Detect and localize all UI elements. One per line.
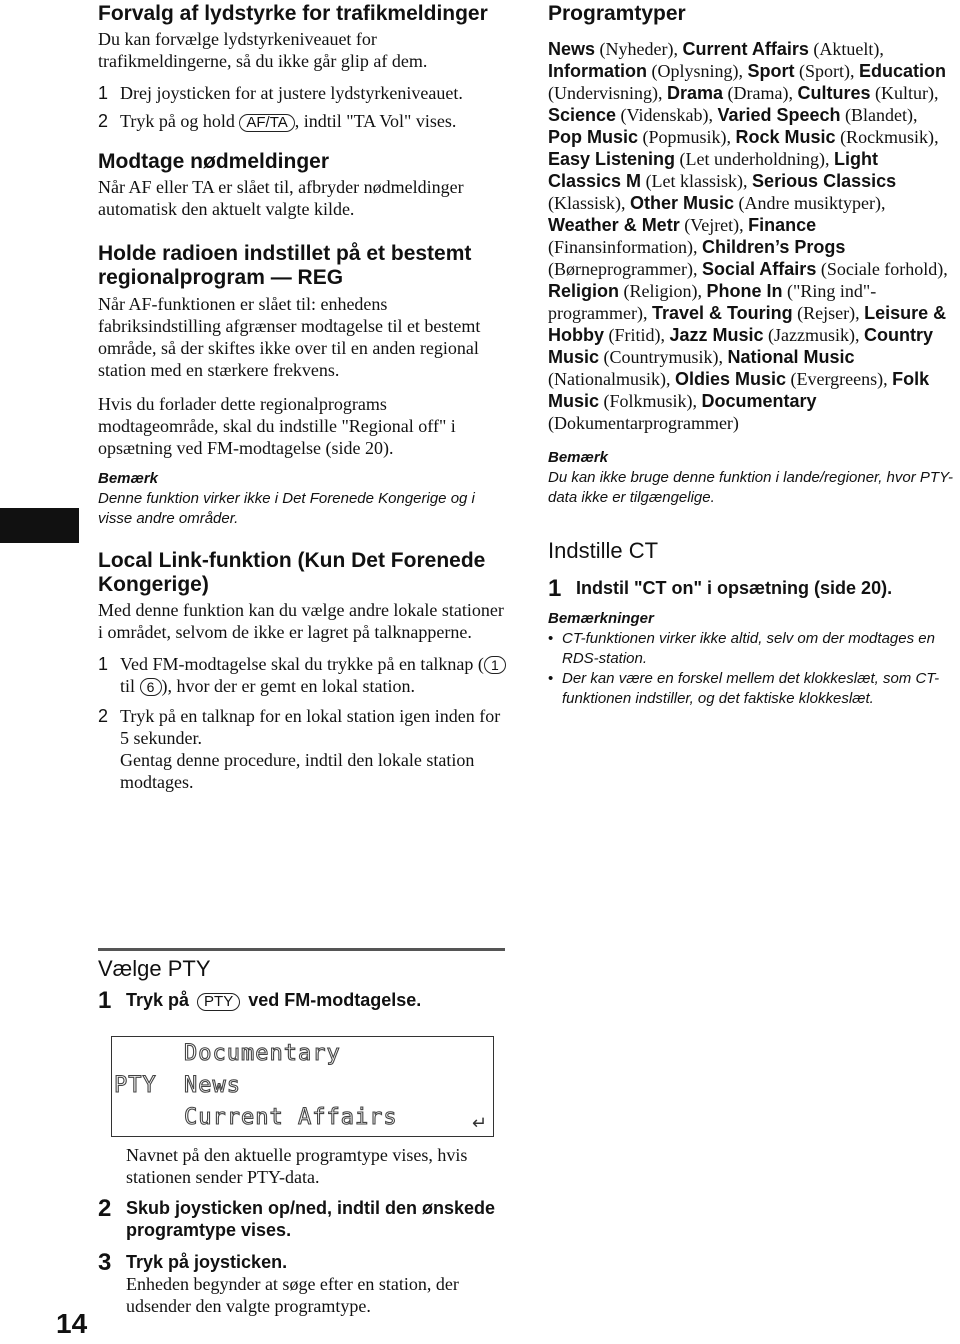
program-type-name: Documentary bbox=[701, 391, 817, 412]
program-type-translation: (Let underholdning) bbox=[679, 149, 826, 170]
section-local-link bbox=[98, 549, 508, 793]
program-type-translation: (Nyheder) bbox=[599, 39, 674, 60]
heading-indstille-ct: Indstille CT bbox=[548, 538, 659, 564]
step-1: 1 Indstil "CT on" i opsætning (side 20). bbox=[548, 575, 893, 603]
note-heading: Bemærk bbox=[98, 469, 159, 487]
program-type-translation: (Klassisk) bbox=[548, 193, 621, 214]
section-select-pty bbox=[98, 956, 508, 1015]
program-type-translation: (Popmusik) bbox=[642, 127, 727, 148]
step-2: 2 Tryk på en talknap for en lokal station igen inden for 5 sekunder. Gentag denne procedure, indtil den lokale station modtages. bbox=[98, 705, 501, 792]
program-type-name: Easy Listening bbox=[548, 149, 676, 170]
heading-regional: Holde radioen indstillet på et bestemt regionalprogram — REG bbox=[98, 242, 472, 290]
program-type-translation: (Blandet) bbox=[845, 105, 913, 126]
heading-programtyper: Programtyper bbox=[548, 2, 686, 25]
program-type-name: Phone In bbox=[706, 281, 783, 302]
af-ta-key: AF/TA bbox=[239, 114, 294, 132]
program-type-list: News (Nyheder), Current Affairs (Aktuelt), Information (Oplysning), Sport (Sport), Education (Undervisning), Drama (Drama), Cultures (Kultur), Science (Videnskab), Varied Speech (Blandet), Pop Music (Popmusik), Rock Music (Rockmusik), Easy Listening (Let underholdning), Light Classics M (Let klassisk), Serious Classics (Klassisk), Other Music (Andre musiktyper), Weather & Metr (Vejret), Finance (Finansinformation), Children’s Progs (Børneprogrammer), Social Affairs (Sociale forhold), Religion (Religion), Phone In ("Ring ind"-programmer), Travel & Touring (Rejser), Leisure & Hobby (Fritid), Jazz Music (Jazzmusik), Country Music (Countrymusik), National Music (Nationalmusik), Oldies Music (Evergreens), Folk Music (Folkmusik), Documentary (Dokumentarprogrammer) bbox=[548, 39, 948, 434]
program-type-translation: (Let klassisk) bbox=[645, 171, 744, 192]
paragraph: Hvis du forlader dette regionalprograms modtageområde, skal du indstille "Regional off" i opsætning ved FM-modtagelse (side 20). bbox=[98, 393, 456, 458]
note-bullet-1: • CT-funktionen virker ikke altid, selv om der modtages en RDS-station. bbox=[548, 629, 953, 669]
program-type-translation: (Nationalmusik) bbox=[548, 369, 666, 390]
program-type-name: Social Affairs bbox=[701, 259, 817, 280]
left-column bbox=[98, 0, 508, 793]
program-type-translation: (Rockmusik) bbox=[840, 127, 935, 148]
right-column bbox=[548, 0, 953, 709]
paragraph: Når AF-funktionen er slået til: enhedens fabriksindstilling afgrænser modtagelse til et bestemt område, så der skiftes ikke over til en anden regional station med en stærkere frekvens. bbox=[98, 293, 481, 380]
program-type-translation: (Videnskab) bbox=[620, 105, 709, 126]
program-type-name: Country Music bbox=[548, 325, 934, 368]
note-bullet-2: • Der kan være en forskel mellem det klokkeslæt, som CT-funktionen indstiller, og det faktiske klokkeslæt. bbox=[548, 669, 953, 709]
program-type-translation: (Folkmusik) bbox=[603, 391, 693, 412]
program-type-name: Varied Speech bbox=[717, 105, 841, 126]
program-type-name: Sport bbox=[747, 61, 795, 82]
program-type-name: Pop Music bbox=[548, 127, 639, 148]
program-type-translation: (Religion) bbox=[623, 281, 698, 302]
pty-steps bbox=[98, 1144, 506, 1317]
step-1: 1 Tryk på PTY ved FM-modtagelse. bbox=[98, 987, 422, 1015]
step-1: 1 Ved FM-modtagelse skal du trykke på en talknap ( 1 til 6 ), hvor der er gemt en lokal station. bbox=[98, 653, 508, 697]
pty-key: PTY bbox=[197, 993, 240, 1011]
paragraph: Når AF eller TA er slået til, afbryder nødmeldinger automatisk den aktuelt valgte kilde. bbox=[98, 177, 464, 220]
section-regional bbox=[98, 242, 508, 528]
step-text: Drej joysticken for at justere lydstyrkeniveauet. bbox=[120, 83, 463, 104]
step-3: 3 Tryk på joysticken. Enheden begynder at søge efter en station, der udsender den valgte programtype. bbox=[98, 1249, 459, 1316]
program-type-translation: (Fritid) bbox=[608, 325, 661, 346]
program-type-translation: (Jazzmusik) bbox=[768, 325, 856, 346]
notes-heading: Bemærkninger bbox=[548, 610, 654, 628]
heading-select-pty: Vælge PTY bbox=[98, 956, 211, 981]
enter-icon: ↵ bbox=[471, 1113, 487, 1134]
preset-key-1: 1 bbox=[484, 656, 506, 674]
program-type-name: Education bbox=[859, 61, 947, 82]
program-type-translation: (Vejret) bbox=[684, 215, 740, 236]
program-type-name: Jazz Music bbox=[669, 325, 764, 346]
lcd-line-1: Documentary bbox=[184, 1041, 341, 1066]
program-type-translation: (Rejser) bbox=[797, 303, 856, 324]
program-type-name: Information bbox=[548, 61, 647, 82]
program-type-name: Rock Music bbox=[735, 127, 836, 148]
program-type-name: National Music bbox=[727, 347, 855, 368]
page-number: 14 bbox=[56, 1308, 88, 1339]
program-type-name: Light Classics M bbox=[548, 149, 878, 192]
program-type-translation: ("Ring ind"-programmer) bbox=[548, 281, 877, 324]
program-type-translation: (Countrymusik) bbox=[603, 347, 719, 368]
program-type-name: Weather & Metr bbox=[548, 215, 680, 236]
program-type-translation: (Børneprogrammer) bbox=[548, 259, 693, 280]
section-emergency bbox=[98, 150, 508, 220]
program-type-name: Religion bbox=[548, 281, 619, 302]
program-type-translation: (Evergreens) bbox=[790, 369, 884, 390]
program-type-name: Folk Music bbox=[548, 369, 930, 412]
program-type-name: Science bbox=[548, 105, 617, 126]
program-type-translation: (Kultur) bbox=[875, 83, 934, 104]
lcd-display bbox=[111, 1036, 494, 1137]
program-type-translation: (Undervisning) bbox=[548, 83, 658, 104]
program-type-name: Cultures bbox=[797, 83, 871, 104]
section-traffic-volume bbox=[98, 2, 508, 132]
program-type-name: Other Music bbox=[630, 193, 735, 214]
note-text: Du kan ikke bruge denne funktion i lande/regioner, hvor PTY-data ikke er tilgængelige. bbox=[548, 469, 953, 507]
program-type-translation: (Aktuelt) bbox=[813, 39, 880, 60]
program-type-translation: (Sport) bbox=[799, 61, 850, 82]
program-type-translation: (Dokumentarprogrammer) bbox=[548, 413, 739, 434]
step-2: 2 Tryk på og hold AF/TA , indtil "TA Vol" vises. bbox=[98, 111, 457, 132]
program-type-translation: (Andre musiktyper) bbox=[738, 193, 881, 214]
paragraph: Med denne funktion kan du vælge andre lokale stationer i området, selvom de ikke er lagret på talknapperne. bbox=[98, 599, 504, 642]
program-type-name: Children’s Progs bbox=[701, 237, 846, 258]
program-type-name: Travel & Touring bbox=[651, 303, 793, 324]
lcd-label: PTY bbox=[114, 1073, 157, 1098]
lcd-line-2: News bbox=[184, 1073, 241, 1098]
program-type-name: Finance bbox=[748, 215, 817, 236]
heading-traffic-volume: Forvalg af lydstyrke for trafikmeldinger bbox=[98, 2, 488, 25]
caption: Navnet på den aktuelle programtype vises, hvis stationen sender PTY-data. bbox=[126, 1145, 468, 1187]
section-divider bbox=[98, 948, 505, 951]
paragraph: Du kan forvælge lydstyrkeniveauet for trafikmeldingerne, så du ikke går glip af dem. bbox=[98, 29, 428, 72]
lcd-line-3: Current Affairs bbox=[184, 1105, 398, 1130]
program-type-name: Current Affairs bbox=[682, 39, 809, 60]
heading-local-link: Local Link-funktion (Kun Det Forenede Kongerige) bbox=[98, 548, 486, 596]
program-type-name: Drama bbox=[666, 83, 724, 104]
program-type-translation: (Drama) bbox=[727, 83, 789, 104]
program-type-name: Serious Classics bbox=[752, 171, 897, 192]
step-2: 2 Skub joysticken op/ned, indtil den ønskede programtype vises. bbox=[98, 1195, 496, 1240]
note-text: Denne funktion virker ikke i Det Forenede Kongerige og i visse andre områder. bbox=[98, 489, 475, 527]
program-type-name: Leisure & Hobby bbox=[548, 303, 947, 346]
section-tab-marker bbox=[0, 508, 79, 543]
preset-key-6: 6 bbox=[140, 678, 162, 696]
note-heading: Bemærk bbox=[548, 449, 609, 467]
program-type-translation: (Finansinformation) bbox=[548, 237, 693, 258]
heading-emergency: Modtage nødmeldinger bbox=[98, 150, 329, 174]
program-type-name: News bbox=[548, 39, 596, 60]
step-1: 1 Drej joysticken for at justere lydstyrkeniveauet. bbox=[98, 83, 463, 104]
program-type-name: Oldies Music bbox=[674, 369, 787, 390]
program-type-translation: (Oplysning) bbox=[651, 61, 739, 82]
program-type-translation: (Sociale forhold) bbox=[820, 259, 944, 280]
